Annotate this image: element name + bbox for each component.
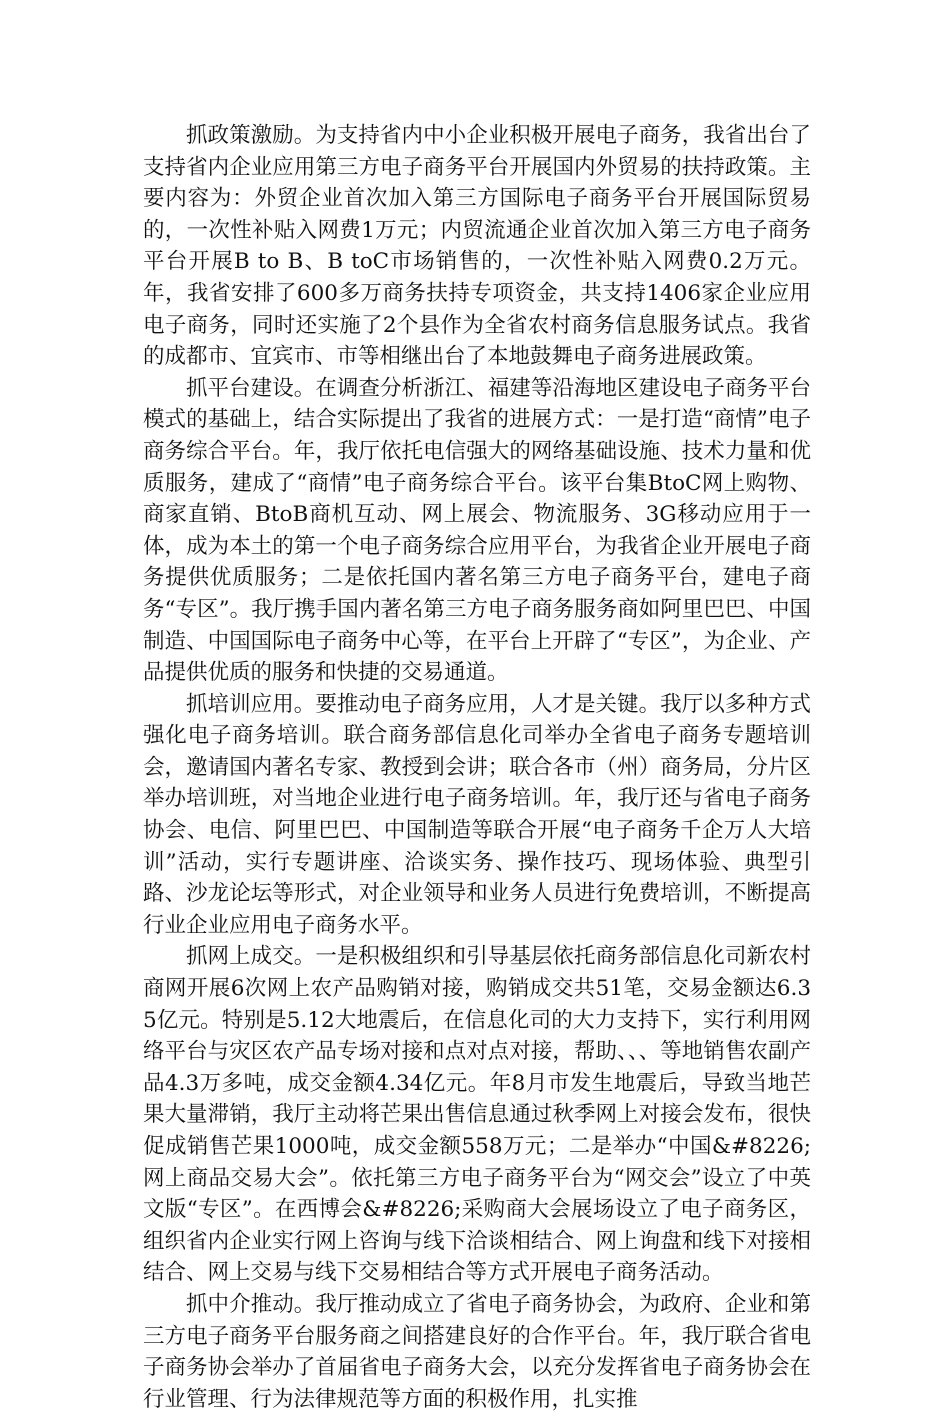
paragraph-intermediary-promotion: 抓中介推动。我厅推动成立了省电子商务协会，为政府、企业和第三方电子商务平台服务商之间搭建良好的合作平台。年，我厅联合省电子商务协会举办了首届省电子商务大会，以充分发挥省电子商务协会在行业管理、行为法律规范等方面的积极作用，扎实推 xyxy=(143,1291,811,1412)
paragraph-online-transactions: 抓网上成交。一是积极组织和引导基层依托商务部信息化司新农村商网开展6次网上农产品购销对接，购销成交共51笔，交易金额达6.35亿元。特别是5.12大地震后，在信息化司的大力支持下，实行利用网络平台与灾区农产品专场对接和点对点对接，帮助、、、等地销售农副产品4.3万多吨，成交金额4.34亿元。年8月市发生地震后，导致当地芒果大量滞销，我厅主动将芒果出售信息通过秋季网上对接会发布，很快促成销售芒果1000吨，成交金额558万元；二是举办“中国&#8226;网上商品交易大会”。依托第三方电子商务平台为“网交会”设立了中英文版“专区”。在西博会&#8226;采购商大会展场设立了电子商务区，组织省内企业实行网上咨询与线下洽谈相结合、网上询盘和线下对接相结合、网上交易与线下交易相结合等方式开展电子商务活动。 xyxy=(143,944,811,1286)
paragraph-policy-incentives: 抓政策激励。为支持省内中小企业积极开展电子商务，我省出台了支持省内企业应用第三方电子商务平台开展国内外贸易的扶持政策。主要内容为：外贸企业首次加入第三方国际电子商务平台开展国际贸易的，一次性补贴入网费1万元；内贸流通企业首次加入第三方电子商务平台开展B to B、B toC市场销售的，一次性补贴入网费0.2万元。年，我省安排了600多万商务扶持专项资金，共支持1406家企业应用电子商务，同时还实施了2个县作为全省农村商务信息服务试点。我省的成都市、宜宾市、市等相继出台了本地鼓舞电子商务进展政策。 xyxy=(143,123,811,370)
paragraph-platform-construction: 抓平台建设。在调查分析浙江、福建等沿海地区建设电子商务平台模式的基础上，结合实际提出了我省的进展方式：一是打造“商情”电子商务综合平台。年，我厅依托电信强大的网络基础设施、技术力量和优质服务，建成了“商情”电子商务综合平台。该平台集BtoC网上购物、商家直销、BtoB商机互动、网上展会、物流服务、3G移动应用于一体，成为本土的第一个电子商务综合应用平台，为我省企业开展电子商务提供优质服务；二是依托国内著名第三方电子商务平台，建电子商务“专区”。我厅携手国内著名第三方电子商务服务商如阿里巴巴、中国制造、中国国际电子商务中心等，在平台上开辟了“专区”，为企业、产品提供优质的服务和快捷的交易通道。 xyxy=(143,375,811,686)
document-body xyxy=(143,120,811,1415)
paragraph-training-application: 抓培训应用。要推动电子商务应用，人才是关键。我厅以多种方式强化电子商务培训。联合商务部信息化司举办全省电子商务专题培训会，邀请国内著名专家、教授到会讲；联合各市（州）商务局，分片区举办培训班，对当地企业进行电子商务培训。年，我厅还与省电子商务协会、电信、阿里巴巴、中国制造等联合开展“电子商务千企万人大培训”活动，实行专题讲座、洽谈实务、操作技巧、现场体验、典型引路、沙龙论坛等形式，对企业领导和业务人员进行免费培训，不断提高行业企业应用电子商务水平。 xyxy=(143,691,811,938)
